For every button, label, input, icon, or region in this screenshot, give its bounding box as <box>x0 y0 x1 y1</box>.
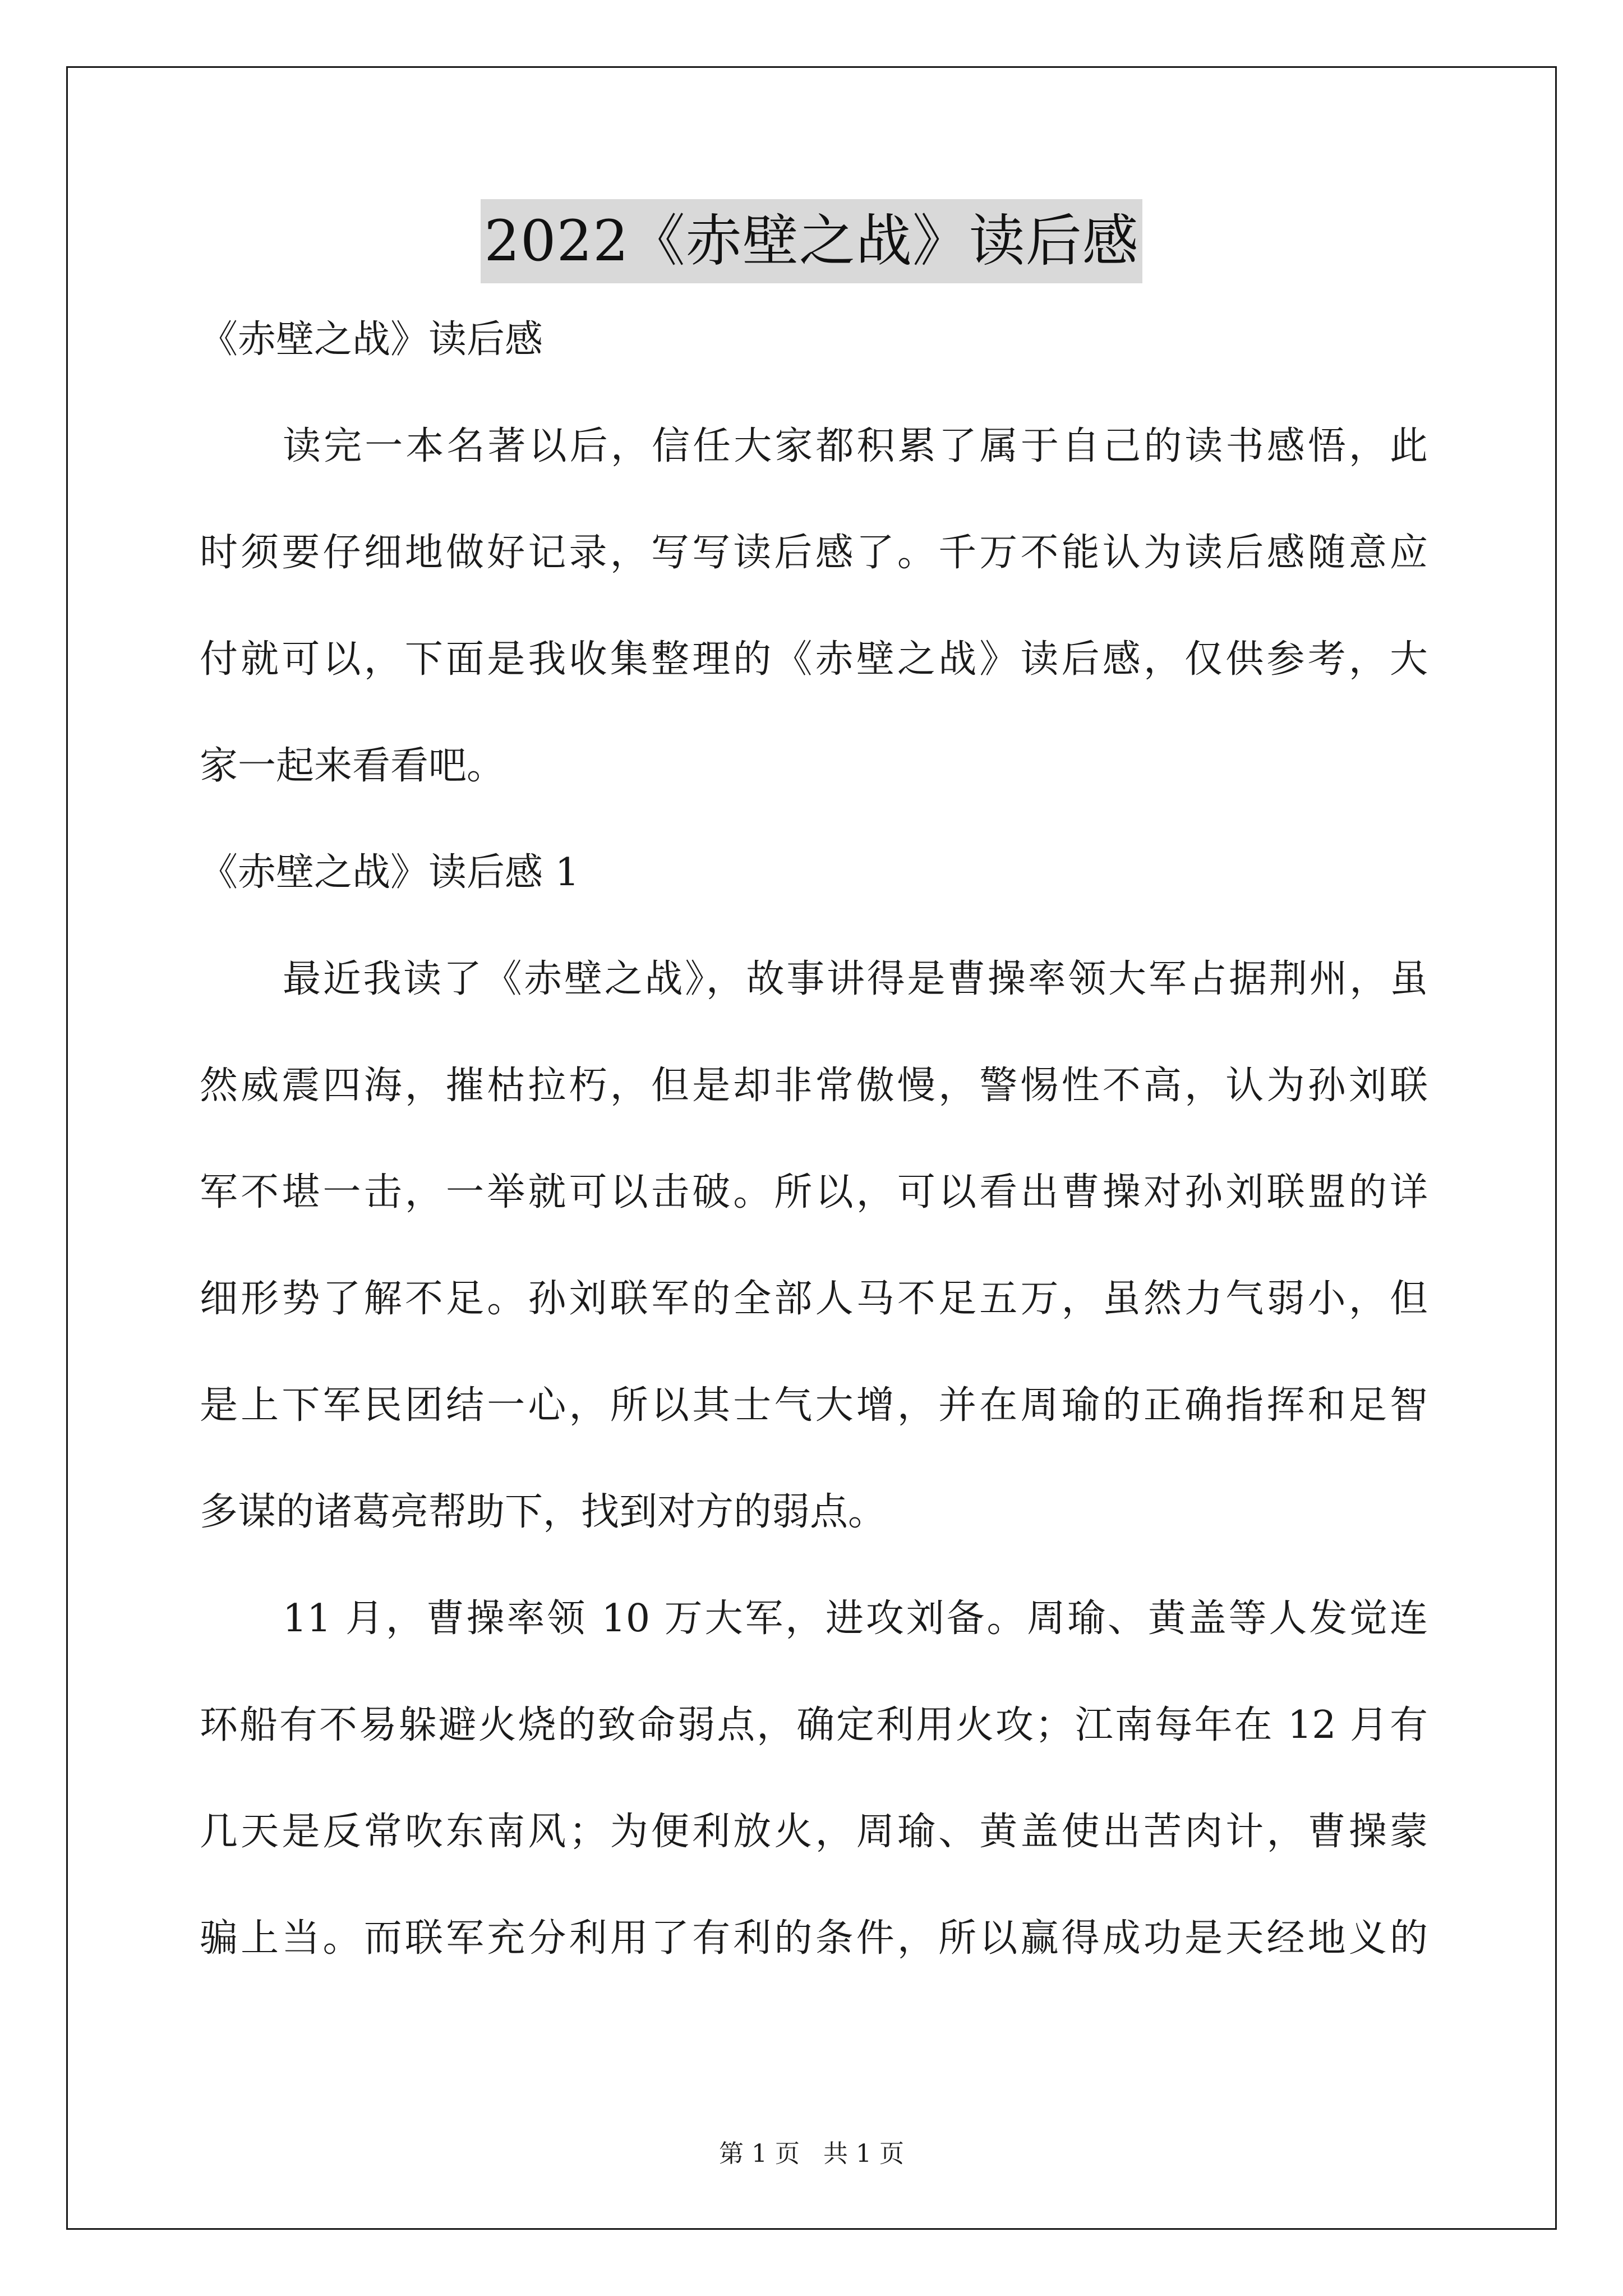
section-heading-1: 《赤壁之战》读后感 1 <box>200 850 579 895</box>
text-line: 读完一本名著以后，信任大家都积累了属于自己的读书感悟，此 <box>283 424 1428 468</box>
text-line: 细形势了解不足。孙刘联军的全部人马不足五万，虽然力气弱小，但 <box>200 1277 1428 1321</box>
text-line: 付就可以，下面是我收集整理的《赤壁之战》读后感，仅供参考，大 <box>200 637 1428 682</box>
text-line: 骗上当。而联军充分利用了有利的条件，所以赢得成功是天经地义的 <box>200 1916 1428 1961</box>
text-line: 几天是反常吹东南风；为便利放火，周瑜、黄盖使出苦肉计，曹操蒙 <box>200 1810 1428 1854</box>
text-line: 然威震四海，摧枯拉朽，但是却非常傲慢，警惕性不高，认为孙刘联 <box>200 1064 1428 1108</box>
text-line: 多谋的诸葛亮帮助下，找到对方的弱点。 <box>200 1490 887 1534</box>
document-title: 2022《赤壁之战》读后感 <box>481 199 1142 283</box>
section-heading-intro: 《赤壁之战》读后感 <box>200 318 543 362</box>
text-line: 军不堪一击，一举就可以击破。所以，可以看出曹操对孙刘联盟的详 <box>200 1170 1428 1214</box>
text-line: 家一起来看看吧。 <box>200 744 505 788</box>
text-line: 是上下军民团结一心，所以其士气大增，并在周瑜的正确指挥和足智 <box>200 1383 1428 1428</box>
document-body <box>200 307 1428 2013</box>
text-line: 11 月，曹操率领 10 万大军，进攻刘备。周瑜、黄盖等人发觉连 <box>283 1596 1428 1641</box>
text-line: 时须要仔细地做好记录，写写读后感了。千万不能认为读后感随意应 <box>200 531 1428 575</box>
text-line: 环船有不易躲避火烧的致命弱点，确定利用火攻；江南每年在 12 月有 <box>200 1703 1428 1747</box>
text-line: 最近我读了《赤壁之战》，故事讲得是曹操率领大军占据荆州，虽 <box>283 957 1428 1001</box>
page-footer: 第 1 页 共 1 页 <box>719 2139 904 2168</box>
title-container <box>0 199 1623 283</box>
